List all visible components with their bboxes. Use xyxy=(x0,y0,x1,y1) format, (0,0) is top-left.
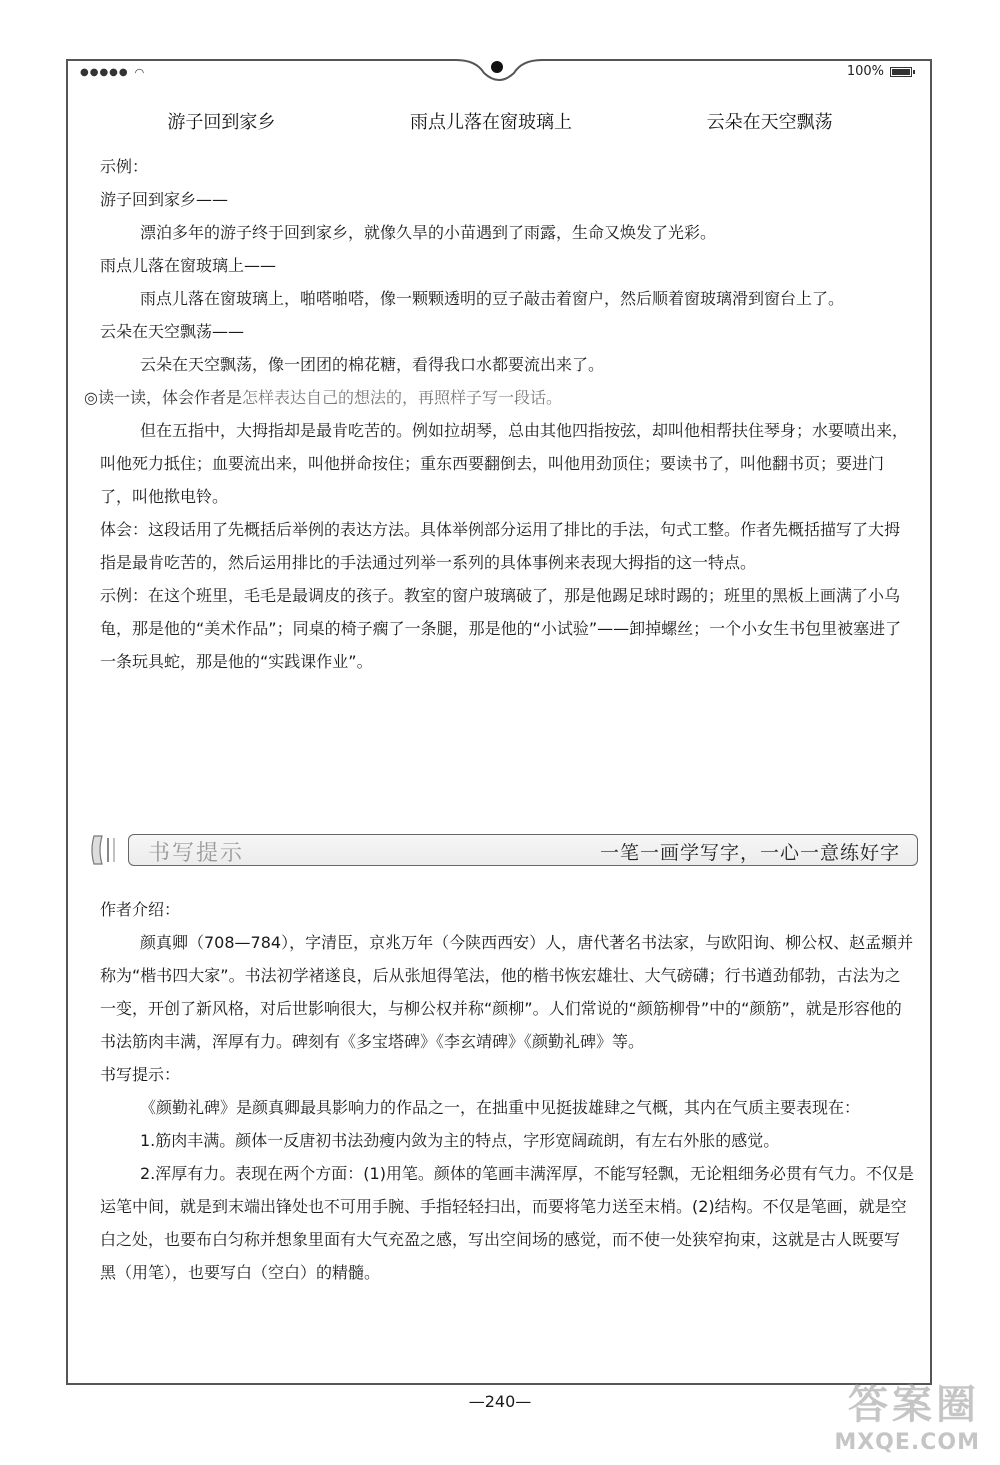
author-label: 作者介绍： xyxy=(100,900,181,919)
feeling-text: 体会：这段话用了先概括后举例的表达方法。具体举例部分运用了排比的手法，句式工整。作者先概括描写了大拇指是最肯吃苦的，然后运用排比的手法通过列举一系列的具体事例来表现大拇指的这一特点。 xyxy=(100,520,901,572)
banner-motto: 一笔一画学写字，一心一意练好字 xyxy=(599,842,900,864)
battery-percent: 100% xyxy=(846,64,884,79)
tips-label: 书写提示： xyxy=(100,1065,181,1084)
item-1-head: 游子回到家乡—— xyxy=(100,190,229,209)
instruction-part-a: ◎读一读，体会作者是 xyxy=(84,388,242,407)
tip-2: 2.浑厚有力。表现在两个方面：(1)用笔。颜体的笔画丰满浑厚，不能写轻飘，无论粗细务必贯有气力。不仅是运笔中间，就是到末端出锋处也不可用手腕、手指轻轻扫出，而要将笔力送至末梢。(2)结构。不仅是笔画，就是空白之处，也要布白匀称并想象里面有大气充盈之感，写出空间场的感觉，而不使一处狭窄拘束，这就是古人既要写黑（用笔），也要写白（空白）的精髓。 xyxy=(100,1164,914,1282)
watermark-logo: 答案圈 xyxy=(848,1382,980,1428)
phrase-row xyxy=(100,108,900,134)
item-2-body: 雨点儿落在窗玻璃上，啪嗒啪嗒，像一颗颗透明的豆子敲击着窗户，然后顺着窗玻璃滑到窗台上了。 xyxy=(140,289,845,308)
example-text: 示例：在这个班里，毛毛是最调皮的孩子。教室的窗户玻璃破了，那是他踢足球时踢的；班里的黑板上画满了小乌龟，那是他的“美术作品”；同桌的椅子瘸了一条腿，那是他的“小试验”——卸掉螺丝；一个小女生书包里被塞进了一条玩具蛇，那是他的“实践课作业”。 xyxy=(100,586,902,671)
phrase-2: 雨点儿落在窗玻璃上 xyxy=(409,112,572,133)
item-3-body: 云朵在天空飘荡，像一团团的棉花糖，看得我口水都要流出来了。 xyxy=(140,355,605,374)
camera-icon xyxy=(491,61,503,73)
phrase-1: 游子回到家乡 xyxy=(167,112,276,133)
wifi-icon: ◠ xyxy=(134,66,145,79)
tips-intro: 《颜勤礼碑》是颜真卿最具影响力的作品之一，在拙重中见挺拔雄肆之气概，其内在气质主要表现在： xyxy=(140,1098,861,1117)
lower-content xyxy=(100,893,915,1289)
instruction xyxy=(84,381,915,414)
watermark xyxy=(834,1373,980,1455)
banner-title: 书写提示 xyxy=(148,841,245,866)
item-1-body: 漂泊多年的游子终于回到家乡，就像久旱的小苗遇到了雨露，生命又焕发了光彩。 xyxy=(140,223,717,242)
tip-1: 1.筋肉丰满。颜体一反唐初书法劲瘦内敛为主的特点，字形宽阔疏朗，有左右外胀的感觉。 xyxy=(140,1131,780,1150)
phrase-3: 云朵在天空飘荡 xyxy=(706,112,833,133)
banner-ornament-icon xyxy=(88,832,124,868)
status-battery xyxy=(847,64,912,79)
item-2-head: 雨点儿落在窗玻璃上—— xyxy=(100,256,277,275)
thumb-passage: 但在五指中，大拇指却是最肯吃苦的。例如拉胡琴，总由其他四指按弦，却叫他相帮扶住琴身；水要喷出来，叫他死力抵住；血要流出来，叫他拼命按住；重东西要翻倒去，叫他用劲顶住；要读书了，叫他翻书页；要进门了，叫他揿电铃。 xyxy=(100,421,909,506)
watermark-url: MXQE.COM xyxy=(834,1430,980,1455)
upper-content xyxy=(84,150,915,678)
author-text: 颜真卿（708—784），字清臣，京兆万年（今陕西西安）人，唐代著名书法家，与欧阳询、柳公权、赵孟頫并称为“楷书四大家”。书法初学褚遂良，后从张旭得笔法，他的楷书恢宏雄壮、大气磅礴；行书遒劲郁勃，古法为之一变，开创了新风格，对后世影响很大，与柳公权并称“颜柳”。人们常说的“颜筋柳骨”中的“颜筋”，就是形容他的书法筋肉丰满，浑厚有力。碑刻有《多宝塔碑》《李玄靖碑》《颜勤礼碑》等。 xyxy=(100,933,914,1051)
example-label: 示例： xyxy=(100,157,149,176)
signal-icon: ●●●●● xyxy=(80,67,129,78)
writing-tips-banner xyxy=(88,832,918,868)
page-number: —240— xyxy=(468,1392,532,1411)
status-signal xyxy=(80,66,144,79)
item-3-head: 云朵在天空飘荡—— xyxy=(100,322,245,341)
battery-icon xyxy=(890,67,912,77)
instruction-part-b: 怎样表达自己的想法的，再照样子写一段话。 xyxy=(241,388,562,407)
